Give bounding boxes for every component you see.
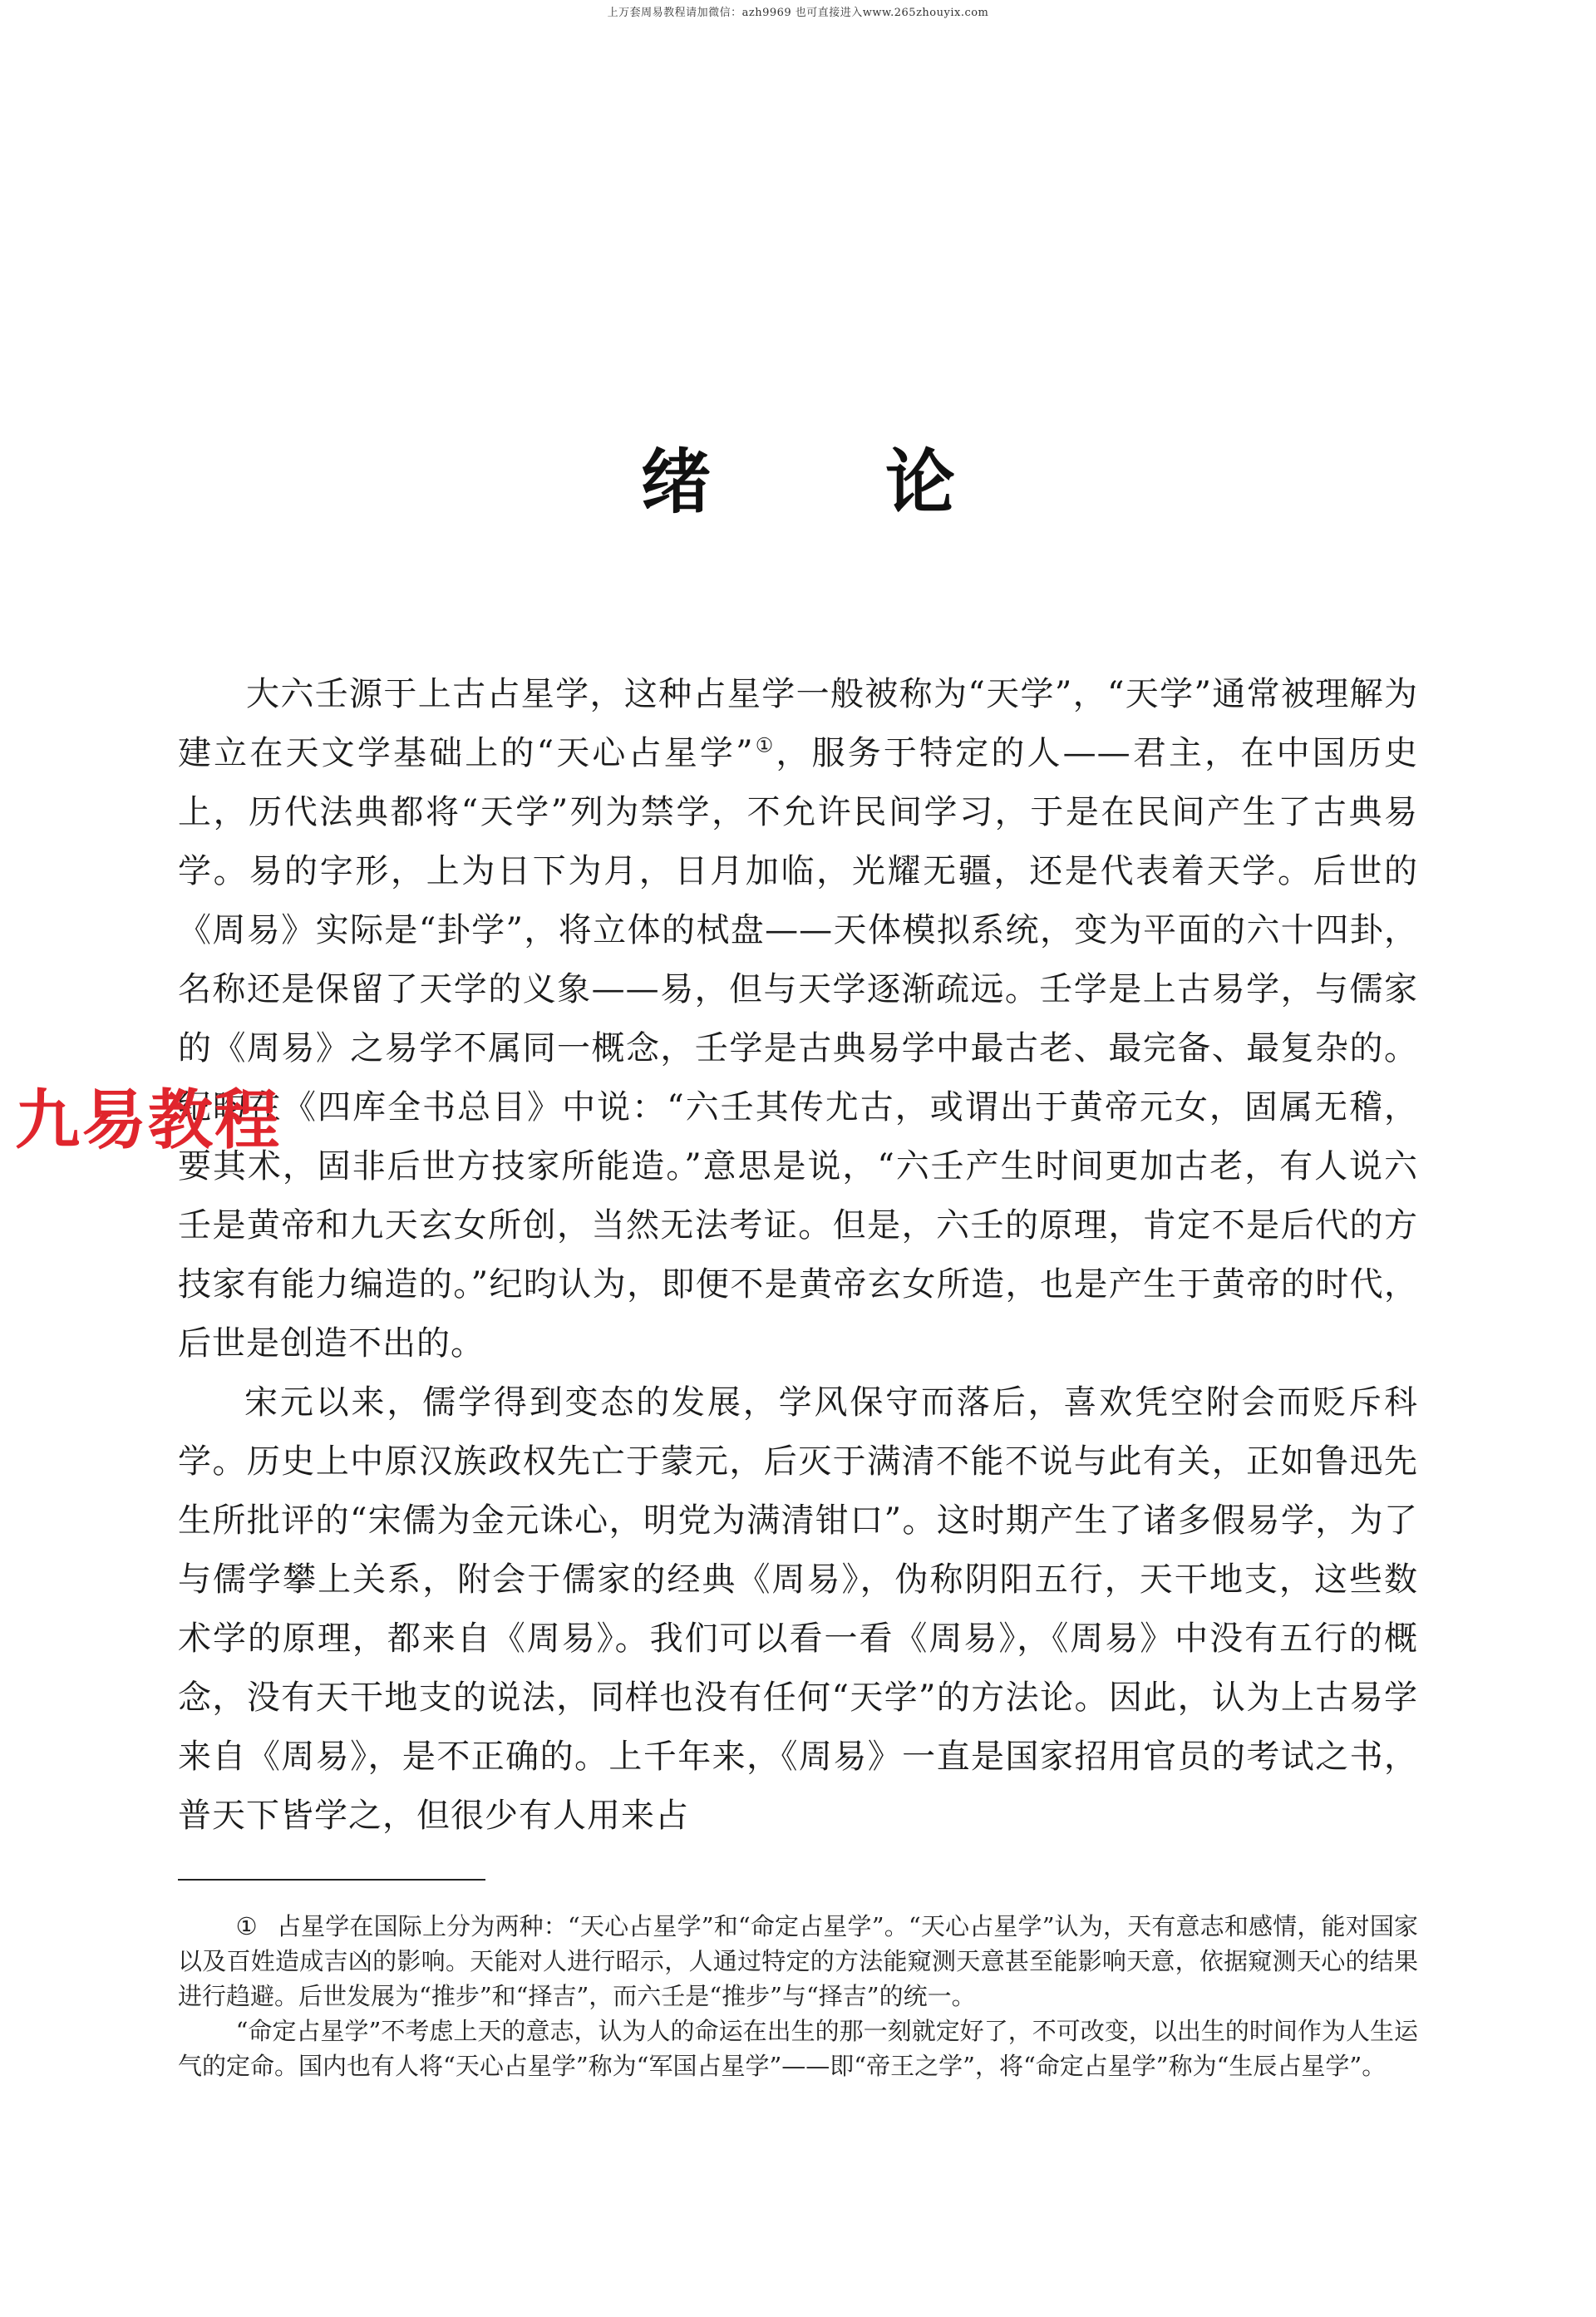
paragraph-1-part-2: ，服务于特定的人——君主，在中国历史上，历代法典都将“天学”列为禁学，不允许民间学习，于是在民间产生了古典易学。易的字形，上为日下为月，日月加临，光耀无疆，还是代表着天学。后世的《周易》实际是“卦学”，将立体的栻盘——天体模拟系统，变为平面的六十四卦，名称还是保留了天学的义象——易，但与天学逐渐疏远。壬学是上古易学，与儒家的《周易》之易学不属同一概念，壬学是古典易学中最古老、最完备、最复杂的。纪昀在《四库全书总目》中说：“六壬其传尤古，或谓出于黄帝元女，固属无稽，要其术，固非后世方技家所能造。”意思是说，“六壬产生时间更加古老，有人说六壬是黄帝和九天玄女所创，当然无法考证。但是，六壬的原理，肯定不是后代的方技家有能力编造的。”纪昀认为，即便不是黄帝玄女所造，也是产生于黄帝的时代，后世是创造不出的。	[178, 734, 1418, 1363]
footnote-divider	[178, 1879, 485, 1881]
paragraph-1	[178, 665, 1418, 1373]
main-text	[178, 665, 1418, 1846]
footnote-1	[178, 1909, 1418, 2014]
footnotes	[178, 1909, 1418, 2083]
footnote-reference: ①	[753, 733, 776, 757]
footnote-1-text: 占星学在国际上分为两种：“天心占星学”和“命定占星学”。“天心占星学”认为，天有意志和感情，能对国家以及百姓造成吉凶的影响。天能对人进行昭示，人通过特定的方法能窥测天意甚至能影响天意，依据窥测天心的结果进行趋避。后世发展为“推步”和“择吉”，而六壬是“推步”与“择吉”的统一。	[178, 1912, 1418, 2010]
paragraph-1-part-1: 大六壬源于上古占星学，这种占星学一般被称为“天学”，“天学”通常被理解为建立在天文学基础上的“天心占星学”	[178, 675, 1418, 772]
footnote-mark: ①	[235, 1912, 258, 1940]
chapter-title: 绪论	[640, 441, 1130, 523]
page-header-note: 上万套周易教程请加微信：azh9969 也可直接进入www.265zhouyix.com	[607, 7, 989, 19]
paragraph-2: 宋元以来，儒学得到变态的发展，学风保守而落后，喜欢凭空附会而贬斥科学。历史上中原汉族政权先亡于蒙元，后灭于满清不能不说与此有关，正如鲁迅先生所批评的“宋儒为金元诛心，明党为满清钳口”。这时期产生了诸多假易学，为了与儒学攀上关系，附会于儒家的经典《周易》，伪称阴阳五行，天干地支，这些数术学的原理，都来自《周易》。我们可以看一看《周易》，《周易》中没有五行的概念，没有天干地支的说法，同样也没有任何“天学”的方法论。因此，认为上古易学来自《周易》，是不正确的。上千年来，《周易》一直是国家招用官员的考试之书，普天下皆学之，但很少有人用来占	[178, 1383, 1418, 1835]
footnote-1-continuation: “命定占星学”不考虑上天的意志，认为人的命运在出生的那一刻就定好了，不可改变，以出生的时间作为人生运气的定命。国内也有人将“天心占星学”称为“军国占星学”——即“帝王之学”，将“命定占星学”称为“生辰占星学”。	[178, 2017, 1418, 2080]
watermark-logo: 九易教程	[15, 1083, 282, 1158]
